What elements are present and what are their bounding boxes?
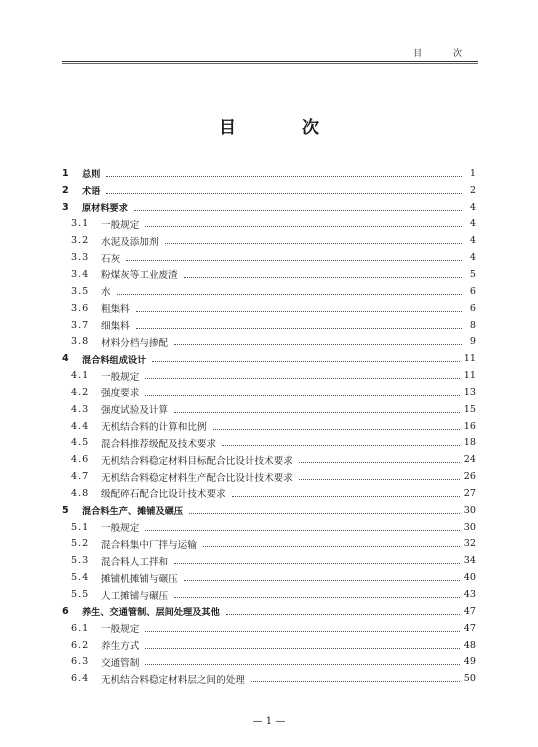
toc-dot-leader (136, 328, 462, 329)
toc-section-entry[interactable] (60, 401, 478, 418)
toc-section-entry[interactable] (60, 418, 478, 435)
toc-entry-page: 24 (463, 454, 476, 466)
toc-entry-title: 无机结合料稳定材料生产配合比设计技术要求 (101, 472, 293, 484)
toc-entry-number: 4.3 (71, 403, 90, 415)
toc-dot-leader (152, 361, 459, 362)
toc-entry-page: 30 (463, 504, 476, 516)
toc-dot-leader (145, 378, 459, 379)
toc-entry-page: 30 (463, 521, 476, 533)
toc-dot-leader (126, 260, 462, 261)
toc-entry-title: 混合料组成设计 (82, 354, 147, 366)
toc-dot-leader (145, 395, 459, 396)
toc-section-entry[interactable] (60, 637, 478, 654)
toc-entry-number: 3.2 (71, 235, 90, 247)
toc-entry-title: 一般规定 (101, 371, 140, 383)
toc-entry-page: 49 (463, 656, 476, 668)
toc-section-entry[interactable] (60, 451, 478, 468)
toc-section-entry[interactable] (60, 519, 478, 536)
toc-entry-page: 9 (469, 336, 476, 348)
toc-entry-title: 无机结合料稳定材料层之间的处理 (101, 674, 245, 686)
toc-dot-leader (134, 210, 462, 211)
toc-entry-title: 原材料要求 (82, 203, 128, 215)
toc-chapter-entry[interactable] (60, 350, 478, 367)
toc-dot-leader (203, 546, 460, 547)
toc-entry-number: 5.1 (71, 521, 90, 533)
toc-entry-title: 总则 (82, 169, 101, 181)
toc-dot-leader (184, 580, 460, 581)
page-number: — 1 — (252, 716, 286, 727)
toc-entry-title: 混合料推荐级配及技术要求 (101, 438, 217, 450)
toc-entry-number: 5.3 (71, 555, 90, 567)
toc-dot-leader (145, 631, 459, 632)
toc-entry-number: 3.6 (71, 302, 90, 314)
toc-section-entry[interactable] (60, 536, 478, 553)
toc-dot-leader (117, 294, 462, 295)
toc-section-entry[interactable] (60, 468, 478, 485)
table-of-contents (60, 165, 478, 687)
toc-entry-page: 13 (463, 386, 476, 398)
toc-section-entry[interactable] (60, 266, 478, 283)
toc-entry-title: 粉煤灰等工业废渣 (101, 270, 178, 282)
toc-entry-title: 级配碎石配合比设计技术要求 (101, 489, 226, 501)
toc-entry-title: 一般规定 (101, 523, 140, 535)
toc-entry-page: 4 (469, 252, 476, 264)
toc-entry-number: 3.5 (71, 285, 90, 297)
toc-chapter-entry[interactable] (60, 199, 478, 216)
toc-entry-title: 强度试验及计算 (101, 405, 169, 417)
toc-section-entry[interactable] (60, 300, 478, 317)
toc-entry-page: 2 (469, 184, 476, 196)
toc-section-entry[interactable] (60, 653, 478, 670)
toc-entry-title: 无机结合料稳定材料目标配合比设计技术要求 (101, 455, 293, 467)
toc-entry-number: 4.7 (71, 471, 90, 483)
toc-entry-page: 50 (463, 673, 476, 685)
toc-entry-page: 40 (463, 572, 476, 584)
toc-dot-leader (213, 429, 460, 430)
toc-entry-page: 11 (463, 370, 476, 382)
toc-entry-number: 6.2 (71, 639, 90, 651)
toc-section-entry[interactable] (60, 232, 478, 249)
toc-section-entry[interactable] (60, 552, 478, 569)
toc-dot-leader (106, 193, 462, 194)
toc-entry-number: 4.4 (71, 420, 90, 432)
toc-entry-page: 1 (469, 167, 476, 179)
toc-section-entry[interactable] (60, 620, 478, 637)
toc-entry-number: 6.1 (71, 622, 90, 634)
toc-section-entry[interactable] (60, 367, 478, 384)
toc-dot-leader (145, 530, 459, 531)
toc-section-entry[interactable] (60, 569, 478, 586)
toc-section-entry[interactable] (60, 249, 478, 266)
toc-dot-leader (299, 479, 460, 480)
toc-entry-number: 3.4 (71, 268, 90, 280)
toc-chapter-entry[interactable] (60, 603, 478, 620)
toc-entry-number: 4.1 (71, 370, 90, 382)
toc-entry-title: 水泥及添加剂 (101, 236, 159, 248)
toc-dot-leader (174, 412, 460, 413)
toc-entry-page: 48 (463, 639, 476, 651)
toc-entry-title: 无机结合料的计算和比例 (101, 422, 207, 434)
toc-section-entry[interactable] (60, 586, 478, 603)
toc-entry-page: 5 (469, 268, 476, 280)
toc-entry-page: 18 (463, 437, 476, 449)
toc-entry-number: 4 (62, 353, 69, 365)
toc-dot-leader (226, 614, 460, 615)
toc-entry-page: 15 (463, 403, 476, 415)
toc-entry-number: 5.4 (71, 572, 90, 584)
toc-entry-title: 粗集料 (101, 304, 130, 316)
toc-entry-title: 混合料人工拌和 (101, 556, 169, 568)
toc-entry-page: 32 (463, 538, 476, 550)
toc-entry-title: 混合料集中厂拌与运输 (101, 539, 197, 551)
toc-entry-page: 8 (469, 319, 476, 331)
toc-section-entry[interactable] (60, 216, 478, 233)
toc-entry-page: 26 (463, 471, 476, 483)
toc-entry-title: 混合料生产、摊铺及碾压 (82, 506, 184, 518)
toc-entry-title: 养生、交通管制、层间处理及其他 (82, 607, 220, 619)
toc-dot-leader (189, 513, 460, 514)
page-title: 目 次 (219, 118, 349, 138)
toc-entry-page: 6 (469, 302, 476, 314)
toc-entry-number: 5 (62, 504, 69, 516)
toc-entry-title: 细集料 (101, 321, 130, 333)
toc-entry-page: 47 (463, 622, 476, 634)
toc-entry-number: 6.4 (71, 673, 90, 685)
toc-dot-leader (136, 311, 462, 312)
toc-entry-number: 5.5 (71, 589, 90, 601)
toc-entry-number: 1 (62, 167, 69, 179)
toc-chapter-entry[interactable] (60, 182, 478, 199)
toc-entry-page: 47 (463, 605, 476, 617)
running-header: 目 次 (413, 49, 476, 59)
toc-entry-number: 2 (62, 184, 69, 196)
toc-dot-leader (222, 445, 460, 446)
toc-section-entry[interactable] (60, 670, 478, 687)
toc-entry-title: 材料分档与掺配 (101, 337, 169, 349)
toc-entry-number: 6.3 (71, 656, 90, 668)
toc-entry-title: 一般规定 (101, 624, 140, 636)
toc-dot-leader (174, 597, 460, 598)
toc-entry-title: 术语 (82, 186, 101, 198)
toc-dot-leader (232, 496, 460, 497)
toc-entry-number: 4.2 (71, 386, 90, 398)
toc-entry-number: 4.8 (71, 487, 90, 499)
header-rule-thin (62, 63, 478, 64)
toc-entry-page: 4 (469, 201, 476, 213)
toc-section-entry[interactable] (60, 435, 478, 452)
toc-entry-title: 摊铺机摊铺与碾压 (101, 573, 178, 585)
toc-entry-title: 交通管制 (101, 657, 140, 669)
toc-dot-leader (145, 648, 459, 649)
toc-entry-number: 3 (62, 201, 69, 213)
toc-entry-title: 水 (101, 287, 111, 299)
toc-section-entry[interactable] (60, 485, 478, 502)
toc-dot-leader (174, 563, 460, 564)
toc-entry-title: 人工摊铺与碾压 (101, 590, 169, 602)
toc-dot-leader (174, 344, 462, 345)
toc-entry-title: 一般规定 (101, 219, 140, 231)
toc-dot-leader (145, 664, 459, 665)
toc-entry-number: 3.3 (71, 252, 90, 264)
toc-entry-page: 11 (463, 353, 476, 365)
toc-entry-page: 34 (463, 555, 476, 567)
toc-section-entry[interactable] (60, 333, 478, 350)
toc-chapter-entry[interactable] (60, 502, 478, 519)
toc-entry-title: 强度要求 (101, 388, 140, 400)
toc-entry-page: 27 (463, 487, 476, 499)
toc-section-entry[interactable] (60, 384, 478, 401)
toc-entry-page: 16 (463, 420, 476, 432)
toc-dot-leader (251, 681, 460, 682)
toc-dot-leader (145, 226, 462, 227)
toc-dot-leader (299, 462, 460, 463)
header-rule (62, 61, 478, 62)
toc-entry-page: 4 (469, 218, 476, 230)
toc-entry-number: 3.1 (71, 218, 90, 230)
toc-entry-number: 3.7 (71, 319, 90, 331)
toc-entry-page: 4 (469, 235, 476, 247)
toc-entry-number: 4.5 (71, 437, 90, 449)
toc-entry-number: 4.6 (71, 454, 90, 466)
toc-entry-number: 5.2 (71, 538, 90, 550)
toc-section-entry[interactable] (60, 317, 478, 334)
toc-entry-page: 6 (469, 285, 476, 297)
toc-entry-page: 43 (463, 589, 476, 601)
toc-section-entry[interactable] (60, 283, 478, 300)
toc-dot-leader (106, 176, 462, 177)
toc-entry-title: 养生方式 (101, 641, 140, 653)
toc-entry-number: 6 (62, 605, 69, 617)
toc-dot-leader (184, 277, 462, 278)
toc-entry-number: 3.8 (71, 336, 90, 348)
toc-chapter-entry[interactable] (60, 165, 478, 182)
toc-entry-title: 石灰 (101, 253, 121, 265)
toc-dot-leader (165, 243, 462, 244)
